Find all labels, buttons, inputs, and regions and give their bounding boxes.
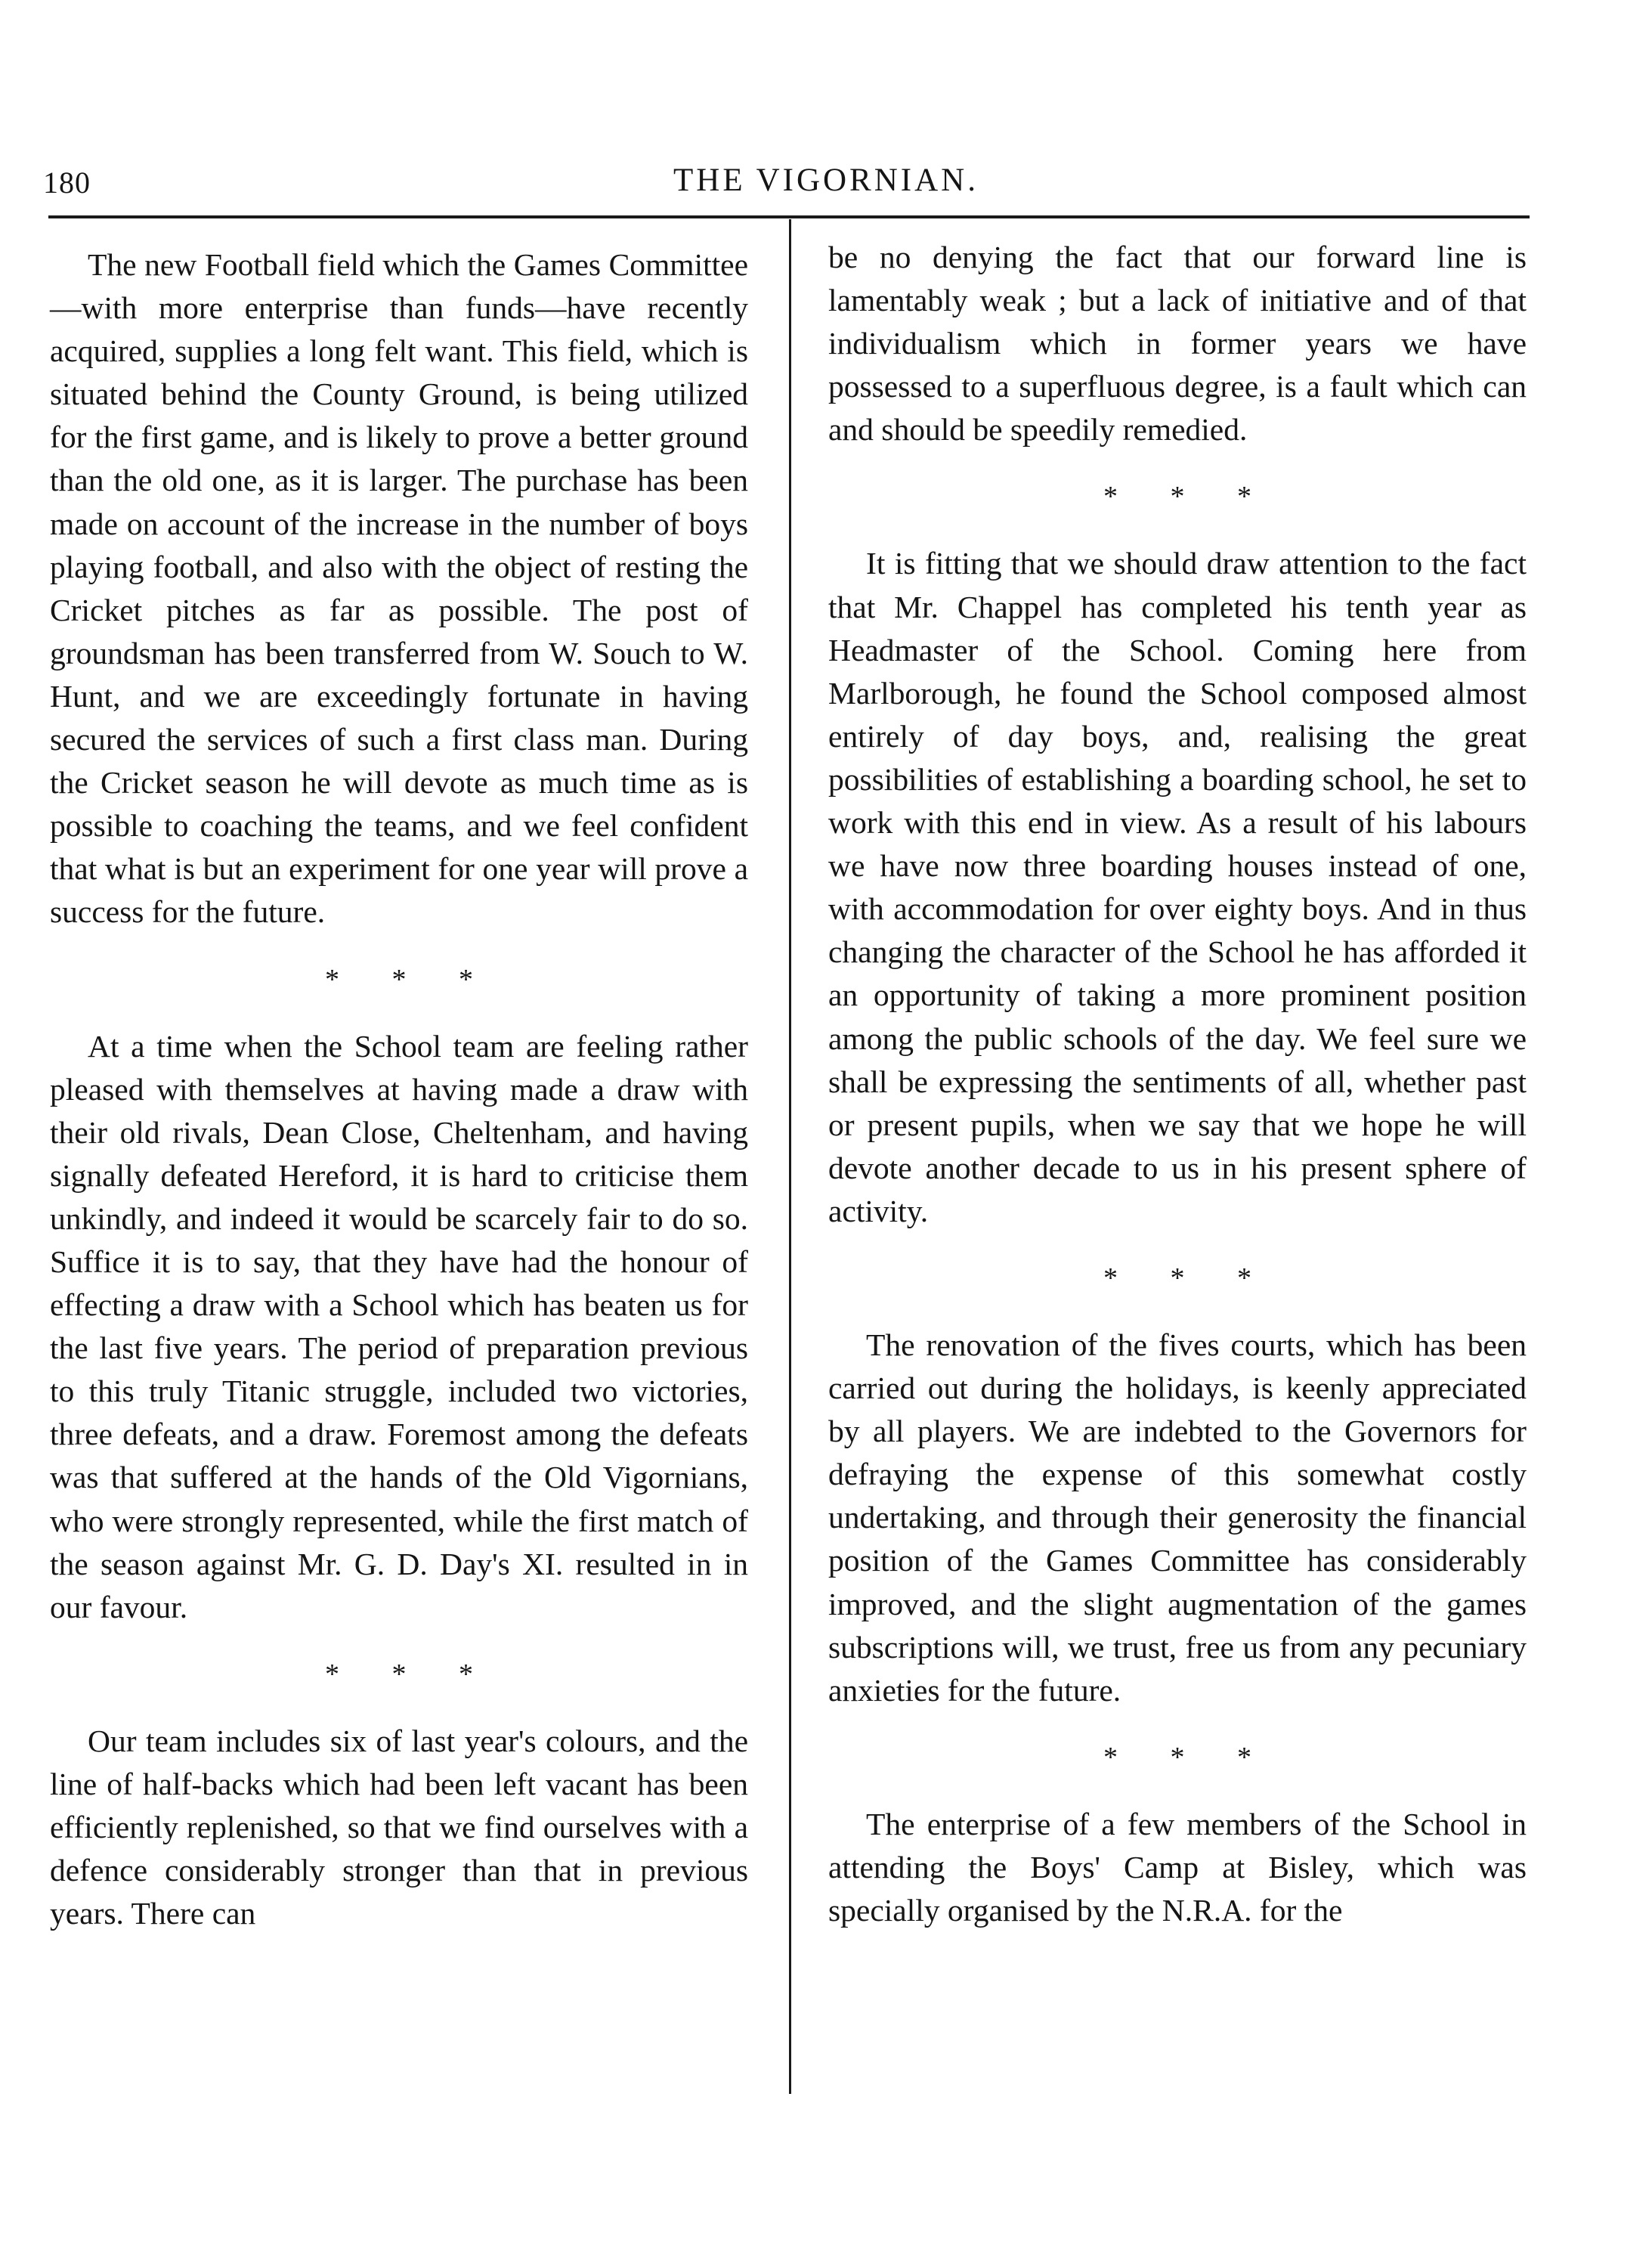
left-column [50, 243, 748, 1935]
paragraph-headmaster: It is fitting that we should draw attention to the fact that Mr. Chappel has completed his tenth year as Headmaster of the School. Coming here from Marlborough, he found the School composed almost entirely of day boys, and, realising the great possibilities of establishing a boarding school, he set to work with this end in view. As a result of his labours we have now three boarding houses instead of one, with accommodation for over eighty boys. And in thus changing the character of the School he has afforded it an opportunity of taking a more prominent position among the public schools of the day. We feel sure we shall be expressing the sentiments of all, whether past or present pupils, when we say that we hope he will devote another decade to us in his present sphere of activity. [828, 546, 1527, 1228]
running-head-title: THE VIGORNIAN. [673, 163, 979, 198]
right-column [828, 236, 1527, 1932]
paragraph-team-colours: Our team includes six of last year's colours, and the line of half-backs which had been left vacant has been efficiently replenished, so that we find ourselves with a defence considerably stronger than that in previous years. There can [50, 1723, 748, 1931]
section-separator: * * * [1103, 1741, 1251, 1773]
paragraph-football-field: The new Football field which the Games Committee—with more enterprise than funds—have recently acquired, supplies a long felt want. This field, which is situated behind the County Ground, is being utilized for the first game, and is likely to prove a better ground than the old one, as it is larger. The purchase has been made on account of the increase in the number of boys playing football, and also with the object of resting the Cricket pitches as far as possible. The post of groundsman has been transferred from W. Souch to W. Hunt, and we are exceedingly fortunate in having secured the services of such a first class man. During the Cricket season he will devote as much time as is possible to coaching the teams, and we feel confident that what is but an experiment for one year will prove a success for the future. [50, 247, 748, 930]
header-rule [48, 215, 1530, 218]
paragraph-bisley-camp: The enterprise of a few members of the School in attending the Boys' Camp at Bisley, which was specially organised by the N.R.A. for the [828, 1806, 1527, 1928]
paragraph-fives-courts: The renovation of the fives courts, which has been carried out during the holidays, is keenly appreciated by all players. We are indebted to the Governors for defraying the expense of this somewhat costly undertaking, and through their generosity the financial position of the Games Committee has considerably improved, and the slight augmentation of the games subscriptions will, we trust, free us from any pecuniary anxieties for the future. [828, 1327, 1527, 1708]
section-separator: * * * [325, 1658, 473, 1690]
paragraph-school-team: At a time when the School team are feeling rather pleased with themselves at having made a draw with their old rivals, Dean Close, Cheltenham, and having signally defeated Hereford, it is hard to criticise them unkindly, and indeed it would be scarcely fair to do so. Suffice it is to say, that they have had the honour of effecting a draw with a School which has beaten us for the last five years. The period of preparation previous to this truly Titanic struggle, included two victories, three defeats, and a draw. Foremost among the defeats was that suffered at the hands of the Old Vigornians, who were strongly represented, while the first match of the season against Mr. G. D. Day's XI. resulted in in our favour. [50, 1028, 748, 1624]
section-separator: * * * [325, 963, 473, 996]
section-separator: * * * [1103, 481, 1251, 513]
column-divider [789, 219, 791, 2094]
section-separator: * * * [1103, 1262, 1251, 1294]
page-number: 180 [43, 166, 91, 200]
paragraph-forward-line: be no denying the fact that our forward line is lamentably weak ; but a lack of initiative and of that individualism which in former years we have possessed to a superfluous degree, is a fault which can and should be speedily remedied. [828, 240, 1527, 448]
